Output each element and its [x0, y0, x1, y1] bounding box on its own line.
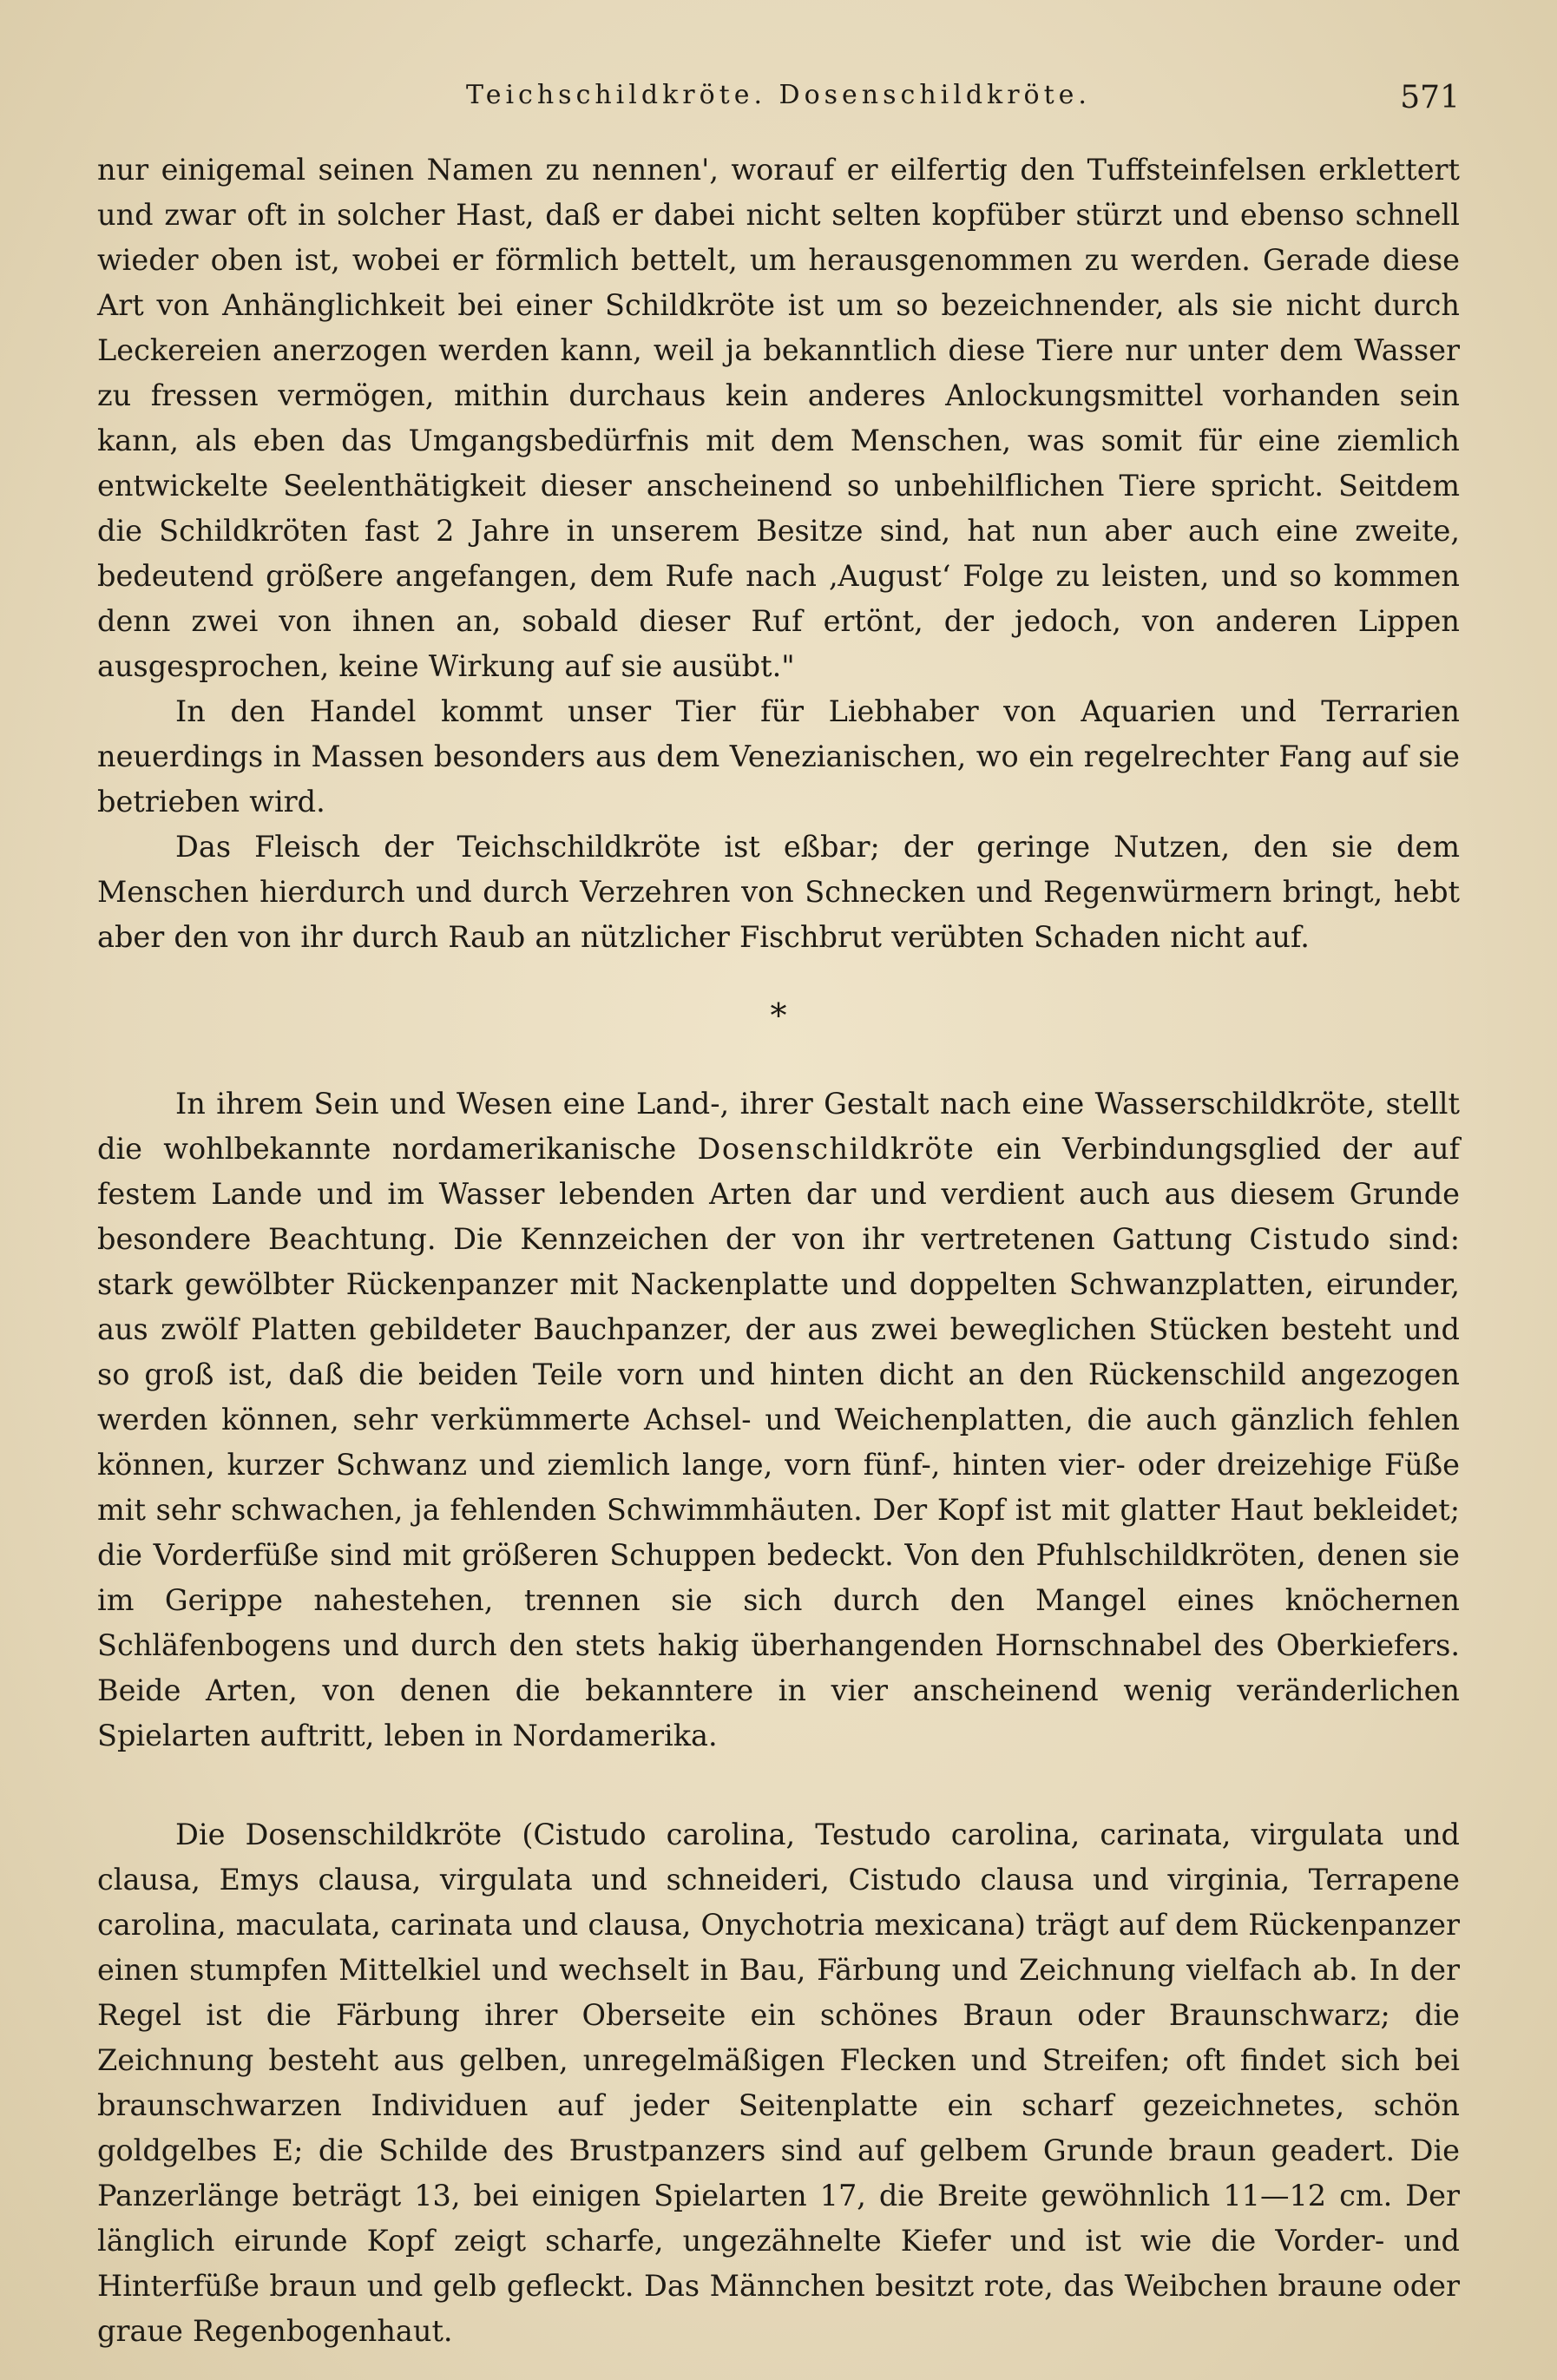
page-content: [97, 80, 1460, 2354]
paragraph-4-text-c: sind: stark gewölbter Rückenpanzer mit Nackenplatte und doppelten Schwanzplatten, eirunder, aus zwölf Platten gebildeter Bauchpanzer, der aus zwei beweglichen Stücken besteht und so groß ist, daß die beiden Teile vorn und hinten dicht an den Rückenschild angezogen werden können, sehr verkümmerte Achsel- und Weichenplatten, die auch gänzlich fehlen können, kurzer Schwanz und ziemlich lange, vorn fünf-, hinten vier- oder dreizehige Füße mit sehr schwachen, ja fehlenden Schwimmhäuten. Der Kopf ist mit glatter Haut bekleidet; die Vorderfüße sind mit größeren Schuppen bedeckt. Von den Pfuhlschildkröten, denen sie im Gerippe nahestehen, trennen sie sich durch den Mangel eines knöchernen Schläfenbogens und durch den stets hakig überhangenden Hornschnabel des Oberkiefers. Beide Arten, von denen die bekanntere in vier anscheinend wenig veränderlichen Spielarten auftritt, leben in Nordamerika.: [97, 1222, 1460, 1752]
paragraph-4: [97, 1082, 1460, 1759]
running-head: Teichschildkröte. Dosenschildkröte.: [466, 80, 1091, 110]
section-separator: *: [770, 996, 787, 1035]
body-text: [97, 148, 1460, 2354]
species-name-highlight: Dosenschildkröte: [697, 1132, 976, 1166]
paragraph-1: nur einigemal seinen Namen zu nennen', worauf er eilfertig den Tuffsteinfelsen erklettert und zwar oft in solcher Hast, daß er dabei nicht selten kopfüber stürzt und ebenso schnell wieder oben ist, wobei er förmlich bettelt, um herausgenommen zu werden. Gerade diese Art von Anhänglichkeit bei einer Schildkröte ist um so bezeichnender, als sie nicht durch Leckereien anerzogen werden kann, weil ja bekanntlich diese Tiere nur unter dem Wasser zu fressen vermögen, mithin durchaus kein anderes Anlockungsmittel vorhanden sein kann, als eben das Umgangsbedürfnis mit dem Menschen, was somit für eine ziemlich entwickelte Seelenthätigkeit dieser anscheinend so unbehilflichen Tiere spricht. Seitdem die Schildkröten fast 2 Jahre in unserem Besitze sind, hat nun aber auch eine zweite, bedeutend größere angefangen, dem Rufe nach ‚August‘ Folge zu leisten, und so kommen denn zwei von ihnen an, sobald dieser Ruf ertönt, der jedoch, von anderen Lippen ausgesprochen, keine Wirkung auf sie ausübt.": [97, 153, 1460, 683]
genus-name-highlight: Cistudo: [1249, 1222, 1372, 1256]
page-number: 571: [1400, 80, 1460, 115]
page-header: [97, 80, 1460, 128]
paragraph-3: Das Fleisch der Teichschildkröte ist eßbar; der geringe Nutzen, den sie dem Menschen hierdurch und durch Verzehren von Schnecken und Regenwürmern bringt, hebt aber den von ihr durch Raub an nützlicher Fischbrut verübten Schaden nicht auf.: [97, 830, 1460, 954]
paragraph-5: Die Dosenschildkröte (Cistudo carolina, Testudo carolina, carinata, virgulata und clausa, Emys clausa, virgulata und schneideri, Cistudo clausa und virginia, Terrapene carolina, maculata, carinata und clausa, Onychotria mexicana) trägt auf dem Rückenpanzer einen stumpfen Mittelkiel und wechselt in Bau, Färbung und Zeichnung vielfach ab. In der Regel ist die Färbung ihrer Oberseite ein schönes Braun oder Braunschwarz; die Zeichnung besteht aus gelben, unregelmäßigen Flecken und Streifen; oft findet sich bei braunschwarzen Individuen auf jeder Seitenplatte ein scharf gezeichnetes, schön goldgelbes E; die Schilde des Brustpanzers sind auf gelbem Grunde braun geadert. Die Panzerlänge beträgt 13, bei einigen Spielarten 17, die Breite gewöhnlich 11—12 cm. Der länglich eirunde Kopf zeigt scharfe, ungezähnelte Kiefer und ist wie die Vorder- und Hinterfüße braun und gelb gefleckt. Das Männchen besitzt rote, das Weibchen braune oder graue Regenbogenhaut.: [97, 1818, 1460, 2348]
paragraph-4-text-a: In ihrem Sein und Wesen eine Land-, ihrer Gestalt nach eine Wasserschildkröte, stellt die wohlbekannte nordamerikanische: [97, 1087, 1460, 1166]
paragraph-2: In den Handel kommt unser Tier für Liebhaber von Aquarien und Terrarien neuerdings in Massen besonders aus dem Venezianischen, wo ein regelrechter Fang auf sie betrieben wird.: [97, 694, 1460, 819]
paragraph-4-text-b: ein Verbindungsglied der auf festem Lande und im Wasser lebenden Arten dar und verdient auch aus diesem Grunde besondere Beachtung. Die Kennzeichen der von ihr vertretenen Gattung: [97, 1132, 1460, 1256]
